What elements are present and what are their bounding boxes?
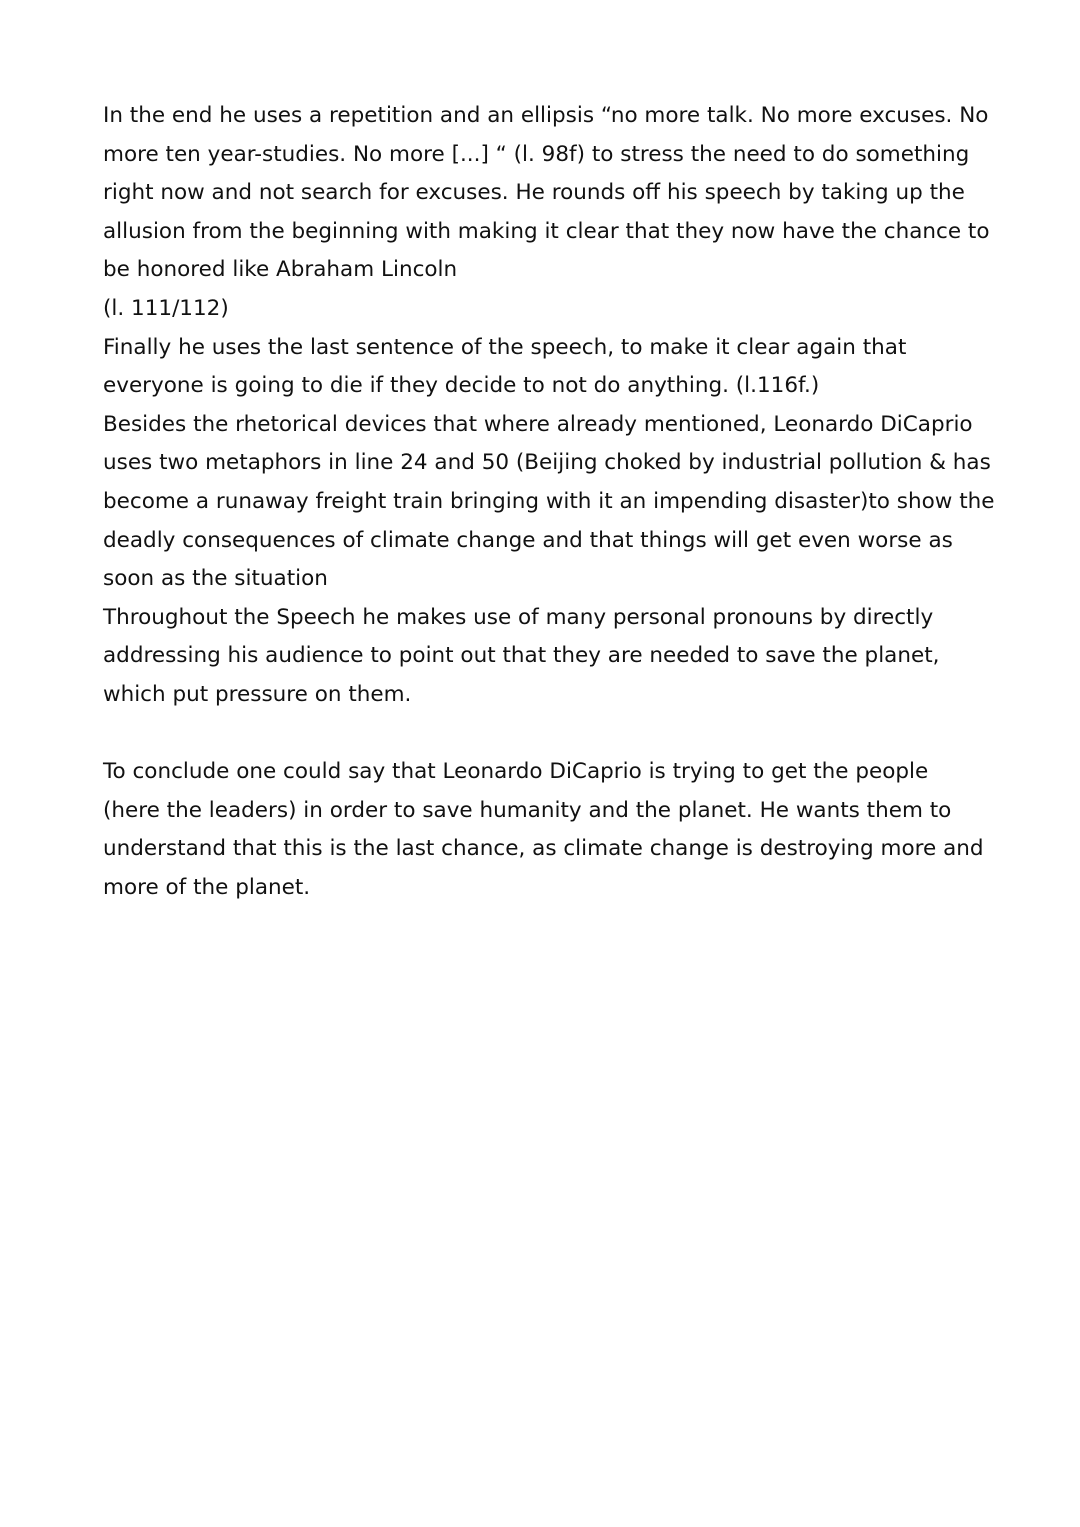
text-line: Throughout the Speech he makes use of many personal pronouns by directly xyxy=(103,604,934,630)
text-line: In the end he uses a repetition and an ellipsis “no more talk. No more excuses. No xyxy=(103,103,989,128)
paragraph-gap xyxy=(103,715,1003,754)
text-line: more of the planet. xyxy=(103,874,311,900)
text-line: which put pressure on them. xyxy=(103,681,412,707)
text-line: (here the leaders) in order to save humanity and the planet. He wants them to xyxy=(103,797,952,823)
text-line: be honored like Abraham Lincoln xyxy=(103,257,458,283)
text-line: To conclude one could say that Leonardo DiCaprio is trying to get the people xyxy=(103,759,929,785)
text-line: uses two metaphors in line 24 and 50 (Beijing choked by industrial pollution & has xyxy=(103,450,991,476)
text-line: everyone is going to die if they decide to not do anything. (l.116f.) xyxy=(103,373,820,399)
text-line: allusion from the beginning with making it clear that they now have the chance to xyxy=(103,218,990,244)
text-line: Finally he uses the last sentence of the speech, to make it clear again that xyxy=(103,334,907,360)
text-line: right now and not search for excuses. He rounds off his speech by taking up the xyxy=(103,180,965,206)
text-line: understand that this is the last chance, as climate change is destroying more and xyxy=(103,836,984,862)
text-line: addressing his audience to point out that they are needed to save the planet, xyxy=(103,643,940,669)
text-line: more ten year-studies. No more [...] “ (l. 98f) to stress the need to do something xyxy=(103,141,970,167)
text-line: Besides the rhetorical devices that where already mentioned, Leonardo DiCaprio xyxy=(103,411,973,437)
text-line: deadly consequences of climate change and that things will get even worse as xyxy=(103,527,953,553)
document-body xyxy=(103,97,1003,907)
analysis-paragraph xyxy=(103,97,1003,715)
conclusion-paragraph xyxy=(103,753,1003,907)
text-line: soon as the situation xyxy=(103,566,328,592)
text-line: (l. 111/112) xyxy=(103,295,229,321)
text-line: become a runaway freight train bringing with it an impending disaster)to show the xyxy=(103,488,995,514)
